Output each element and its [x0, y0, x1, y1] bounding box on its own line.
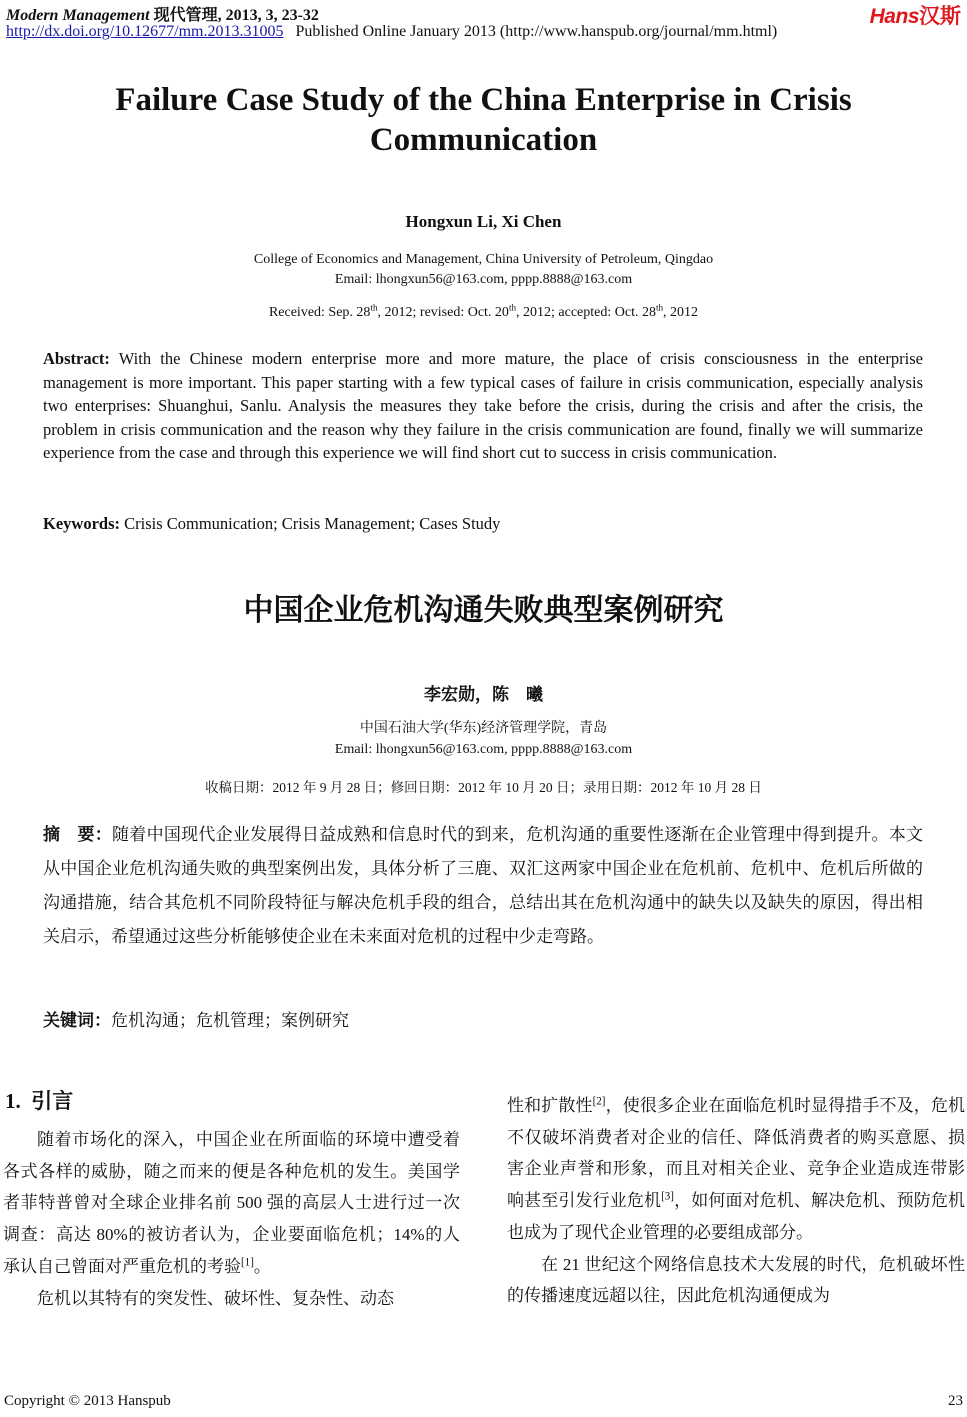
journal-name: Modern Management [6, 7, 150, 24]
cn-paper-title: 中国企业危机沟通失败典型案例研究 [243, 593, 724, 628]
cn-keywords-text: 危机沟通；危机管理；案例研究 [111, 1011, 349, 1030]
citation-1[interactable]: [1] [241, 1256, 254, 1269]
paper-dates [40, 302, 927, 321]
abstract-label: Abstract: [43, 349, 110, 368]
cn-paper-authors: 李宏勋，陈 曦 [424, 685, 543, 704]
intro-p2-text-a: 性和扩散性 [507, 1096, 593, 1115]
journal-header [6, 2, 319, 25]
journal-info: 现代管理, 2013, 3, 23-32 [149, 7, 319, 24]
intro-p2-text-c: ，如何面对危机、解决危机、预防危机也成为了现代企业管理的必要组成部分。 [507, 1191, 966, 1242]
intro-paragraph-3: 在 21 世纪这个网络信息技术大发展的时代，危机破坏性的传播速度远超以往，因此危机沟通便成为 [507, 1254, 965, 1306]
abstract-text: With the Chinese modern enterprise more and more mature, the place of crisis consciousness in the enterprise management is more important. This paper starting with a few typical cases of failure in crisis communication, especially analysis two enterprises: Shuanghui, Sanlu. Analysis the measures they take before the crisis, during the crisis and after the crisis, the problem in crisis communication and the reason why they failure in the crisis communication are found, finally we will summarize experience from the case and through this experience we will find short cut to success in crisis communication. [43, 349, 923, 463]
revised-date: , 2012; revised: Oct. 20 [377, 305, 509, 320]
cn-abstract-label: 摘 要： [43, 825, 113, 845]
intro-p1-end: 。 [253, 1256, 271, 1276]
intro-p1-text: 随着市场化的深入，中国企业在所面临的环境中遭受着各式各样的威胁，随之而来的便是各种危机的发生。美国学者菲特普曾对全球企业排名前 500 强的高层人士进行过一次调查：高达 80%的被访者认为，企业要面临危机；14%的人承认自己曾面对严重危机的考验 [3, 1130, 460, 1276]
logo-cn-text: 汉斯 [919, 5, 961, 28]
intro-paragraph-1 [3, 1124, 460, 1283]
hanspub-logo [870, 0, 961, 30]
section-title: 引言 [31, 1089, 74, 1113]
keywords-label: Keywords: [43, 514, 120, 533]
paper-affiliation: College of Economics and Management, China University of Petroleum, Qingdao [253, 252, 714, 267]
intro-p2-text-b: ，使很多企业在面临危机时显得措手不及，危机不仅破坏消费者对企业的信任、降低消费者的购买意愿、损害企业声誉和形象，而且对相关企业、竞争企业造成连带影响甚至引发行业危机 [507, 1096, 966, 1211]
right-column [507, 1090, 965, 1312]
publication-line [6, 23, 777, 41]
cn-dates: 收稿日期：2012 年 9 月 28 日；修回日期：2012 年 10 月 20 日；录用日期：2012 年 10 月 28 日 [205, 780, 762, 795]
footer-copyright: Copyright © 2013 Hanspub [4, 1393, 171, 1409]
paper-email: Email: lhongxun56@163.com, pppp.8888@163.com [334, 272, 633, 287]
paper-affiliation-block [40, 250, 927, 290]
accepted-sup: th [655, 302, 664, 313]
left-column [3, 1124, 460, 1314]
keywords [43, 512, 923, 536]
received-date: Received: Sep. 28 [268, 305, 371, 320]
section-heading [5, 1085, 73, 1115]
abstract [43, 347, 923, 465]
paper-authors: Hongxun Li, Xi Chen [405, 212, 562, 231]
cn-keywords [43, 1004, 923, 1038]
keywords-text: Crisis Communication; Crisis Management; Cases Study [120, 514, 501, 533]
accepted-date: , 2012; accepted: Oct. 28 [516, 305, 656, 320]
cn-abstract-text: 随着中国现代企业发展得日益成熟和信息时代的到来，危机沟通的重要性逐渐在企业管理中得到提升。本文从中国企业危机沟通失败的典型案例出发，具体分析了三鹿、双汇这两家中国企业在危机前、危机中、危机后所做的沟通措施，结合其危机不同阶段特征与解决危机手段的组合，总结出其在危机沟通中的缺失以及缺失的原因，得出相关启示，希望通过这些分析能够使企业在未来面对危机的过程中少走弯路。 [43, 825, 924, 946]
cn-affiliation: 中国石油大学(华东)经济管理学院，青岛 [359, 721, 608, 736]
cn-affiliation-block [40, 718, 927, 760]
revised-sup: th [508, 302, 517, 313]
paper-title: Failure Case Study of the China Enterprise in Crisis Communication [115, 82, 852, 158]
citation-2[interactable]: [2] [592, 1095, 606, 1108]
logo-hans-text: Hans [869, 5, 919, 28]
cn-email: Email: lhongxun56@163.com, pppp.8888@163.com [334, 742, 633, 757]
doi-link[interactable]: http://dx.doi.org/10.12677/mm.2013.31005 [6, 23, 284, 40]
intro-paragraph-2: 危机以其特有的突发性、破坏性、复杂性、动态 [37, 1288, 394, 1308]
received-sup: th [370, 302, 378, 313]
published-info: Published Online January 2013 (http://www.hanspub.org/journal/mm.html) [295, 23, 778, 40]
intro-paragraph-2-cont [507, 1090, 965, 1249]
section-number: 1. [5, 1089, 21, 1113]
citation-3[interactable]: [3] [661, 1190, 674, 1203]
footer-page-number: 23 [948, 1393, 963, 1409]
cn-keywords-label: 关键词： [43, 1011, 111, 1031]
cn-abstract [43, 818, 923, 954]
dates-tail: , 2012 [663, 305, 699, 320]
